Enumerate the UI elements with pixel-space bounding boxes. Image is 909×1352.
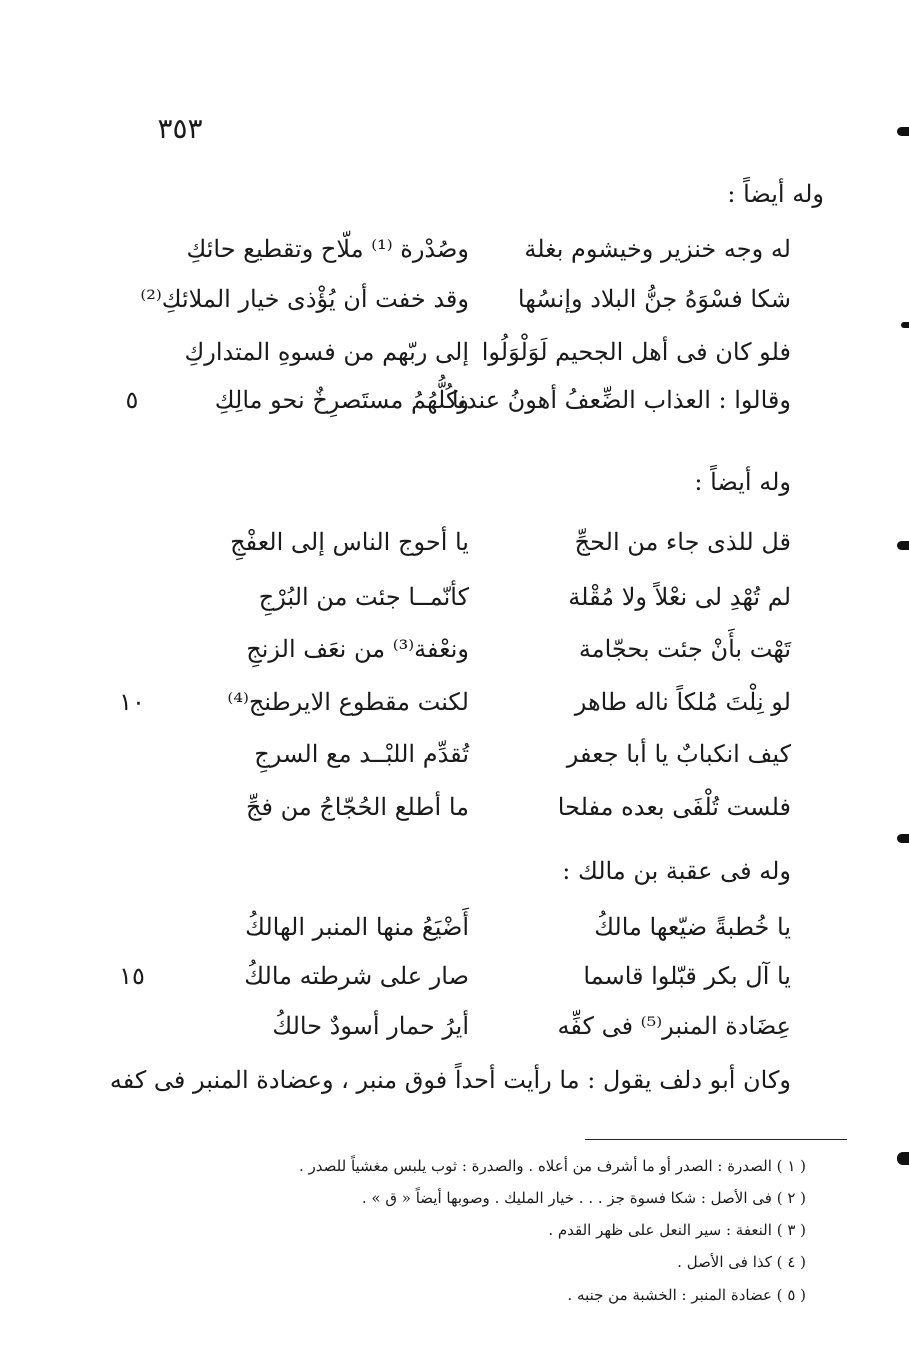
- second-hemistich: أَضْيَعُ منها المنبر الهالكُ: [245, 913, 469, 941]
- second-hemistich: إلى ربّهم من فسوهِ المتداركِ: [184, 338, 469, 366]
- first-hemistich: لو نِلْتَ مُلكاً ناله طاهر: [574, 688, 791, 716]
- first-hemistich: فلو كان فى أهل الجحيم لَوَلْوَلُوا: [481, 338, 791, 366]
- first-hemistich: له وجه خنزير وخيشوم بغلة: [524, 235, 791, 263]
- first-hemistich: فلست تُلْفَى بعده مفلحا: [557, 793, 791, 821]
- first-hemistich: لم تُهْدِ لى نعْلاً ولا مُقْلة: [568, 583, 791, 611]
- second-hemistich: صار على شرطته مالكُ: [244, 962, 469, 990]
- first-hemistich: كيف انكبابٌ يا أبا جعفر: [566, 740, 791, 768]
- line-number: ٥: [125, 386, 139, 414]
- second-hemistich: لكنت مقطوع الايرطنج⁽⁴⁾: [227, 688, 469, 716]
- section-heading: وله أيضاً :: [727, 180, 824, 208]
- footnote-divider: [585, 1139, 847, 1140]
- scan-edge-mark: [897, 127, 909, 136]
- second-hemistich: ونعْفة⁽³⁾ من نعَف الزنجِ: [246, 635, 469, 663]
- second-hemistich: أيرُ حمار أسودٌ حالكُ: [272, 1012, 469, 1040]
- first-hemistich: تَهْت بأَنْ جئت بحجّامة: [578, 635, 791, 663]
- verse-line: [0, 528, 909, 586]
- second-hemistich: وكُلُّهُمُ مستَصرِخٌ نحو مالِكِ: [214, 386, 469, 414]
- scan-edge-mark: [897, 1152, 909, 1165]
- section-heading: وله فى عقبة بن مالك :: [562, 857, 791, 885]
- footnote: ( ١ ) الصدرة : الصدر أو ما أشرف من أعلاه . والصدرة : ثوب يلبس مغشياً للصدر .: [299, 1157, 806, 1175]
- footnote: ( ٤ ) كذا فى الأصل .: [677, 1253, 806, 1271]
- first-hemistich: عِضَادة المنبر⁽⁵⁾ فى كفِّه: [557, 1012, 791, 1040]
- verse-line: [0, 793, 909, 851]
- verse-line: [0, 583, 909, 641]
- second-hemistich: وصُدْرة ⁽¹⁾ ملّاح وتقطيع حائكِ: [186, 235, 469, 263]
- first-hemistich: وقالوا : العذاب الضِّعفُ أهونُ عندنا: [451, 386, 791, 414]
- scan-edge-mark: [901, 322, 909, 328]
- second-hemistich: تُقدِّم اللبْــد مع السرجِ: [254, 740, 469, 768]
- first-hemistich: شكا فسْوَهُ جنُّ البلاد وإنسُها: [517, 285, 791, 313]
- verse-line: [0, 285, 909, 343]
- prose-line: وكان أبو دلف يقول : ما رأيت أحداً فوق منبر ، وعضادة المنبر فى كفه: [109, 1066, 791, 1094]
- section-heading: وله أيضاً :: [694, 468, 791, 496]
- footnote: ( ٢ ) فى الأصل : شكا فسوة جز . . . خيار المليك . وصوبها أيضاً « ق » .: [361, 1189, 806, 1207]
- verse-line: [0, 688, 909, 746]
- verse-line: [0, 386, 909, 444]
- verse-line: [0, 635, 909, 693]
- first-hemistich: يا آل بكر قبّلوا قاسما: [583, 962, 791, 990]
- footnote: ( ٣ ) النعفة : سير النعل على ظهر القدم .: [548, 1221, 806, 1239]
- scan-edge-mark: [897, 541, 909, 550]
- verse-line: [0, 740, 909, 798]
- second-hemistich: كأنّمــا جئت من البُرْجِ: [258, 583, 469, 611]
- second-hemistich: وقد خفت أن يُؤْذى خيار الملائكِ⁽²⁾: [140, 285, 469, 313]
- scan-edge-mark: [897, 834, 909, 843]
- second-hemistich: ما أطلع الحُجّاجُ من فجِّ: [245, 793, 469, 821]
- line-number: ١٠: [119, 688, 145, 716]
- verse-line: [0, 1012, 909, 1070]
- footnote: ( ٥ ) عضادة المنبر : الخشبة من جنبه .: [567, 1286, 806, 1304]
- first-hemistich: يا خُطبةً ضيّعها مالكُ: [594, 913, 791, 941]
- line-number: ١٥: [119, 962, 145, 990]
- second-hemistich: يا أحوج الناس إلى العفْجِ: [230, 528, 469, 556]
- page-number: ٣٥٣: [157, 112, 203, 145]
- first-hemistich: قل للذى جاء من الحجِّ: [574, 528, 791, 556]
